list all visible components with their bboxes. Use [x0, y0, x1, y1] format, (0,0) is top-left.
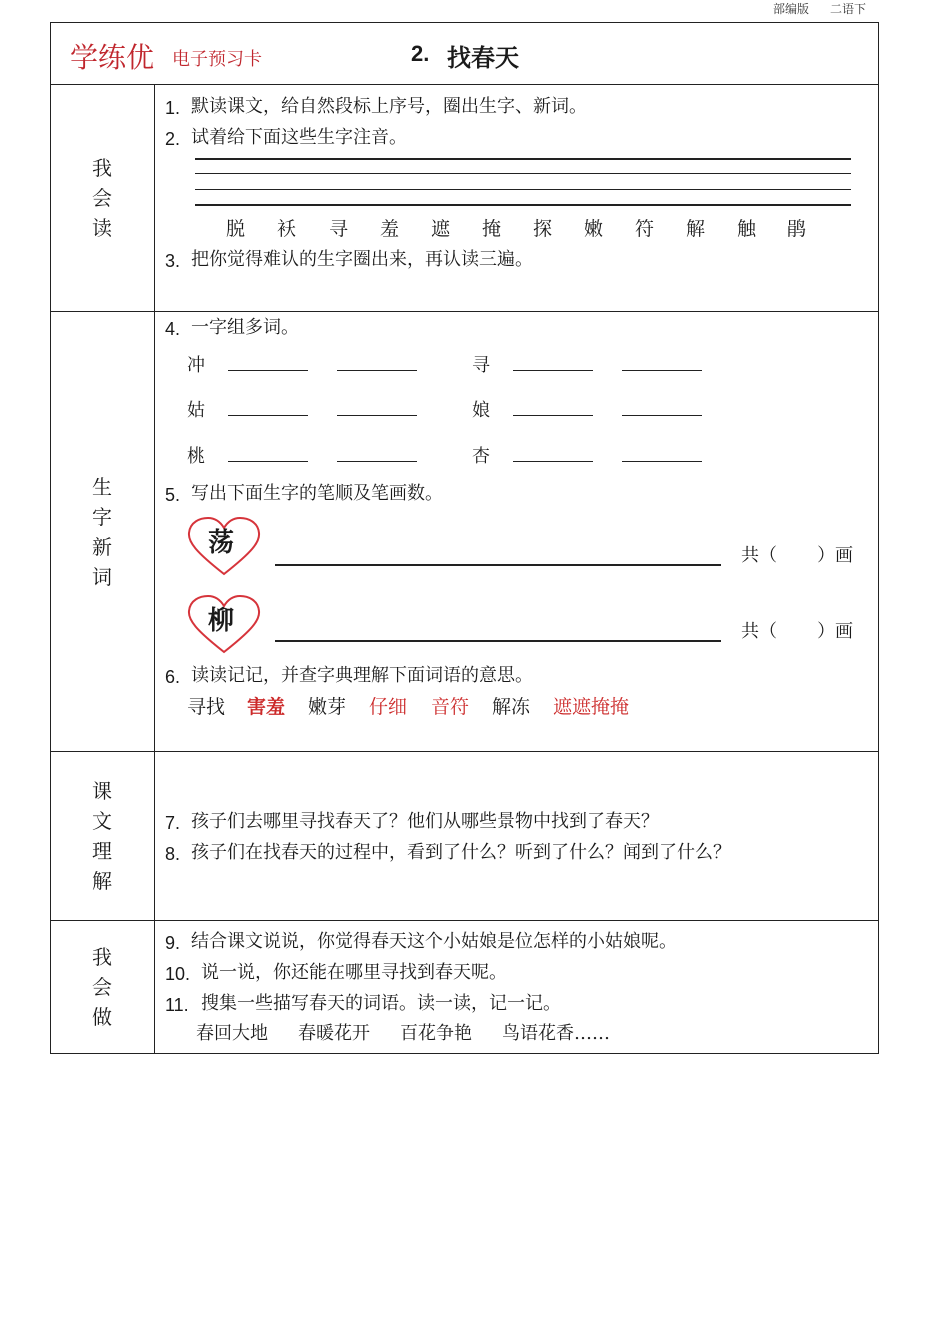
- lesson-number: 2.: [411, 41, 430, 66]
- pinyin-char: 解: [686, 218, 706, 240]
- q8-text: 孩子们在找春天的过程中，看到了什么？听到了什么？闻到了什么？: [191, 842, 731, 863]
- q3-number: 3.: [165, 251, 181, 271]
- card-type: 电子预习卡: [172, 49, 262, 70]
- q11-text: 搜集一些描写春天的词语。读一读，记一记。: [201, 993, 561, 1014]
- answer-blank[interactable]: [513, 399, 593, 416]
- pinyin-char: 袄: [277, 218, 297, 240]
- q4-number: 4.: [165, 319, 181, 339]
- word-group-row: 冲: [187, 354, 417, 377]
- answer-blank[interactable]: [228, 445, 308, 462]
- answer-blank[interactable]: [622, 445, 702, 462]
- pinyin-char: 脱: [226, 218, 246, 240]
- pinyin-char: 触: [737, 218, 757, 240]
- answer-blank[interactable]: [622, 354, 702, 371]
- pinyin-char: 掩: [482, 218, 502, 240]
- q3-text: 把你觉得难认的生字圈出来，再认读三遍。: [191, 249, 533, 270]
- word-group-row: 寻: [472, 354, 702, 377]
- vocab-word: 解冻: [492, 696, 531, 718]
- q4-text: 一字组多词。: [191, 317, 299, 338]
- q7-text: 孩子们去哪里寻找春天了？他们从哪些景物中找到了春天？: [191, 811, 659, 832]
- pinyin-char: 遮: [431, 218, 451, 240]
- phrase: 春暖花开: [298, 1023, 370, 1044]
- section-label-words: 生 字 新 词: [92, 475, 112, 589]
- answer-blank[interactable]: [513, 445, 593, 462]
- q5-text: 写出下面生字的笔顺及笔画数。: [191, 483, 443, 504]
- pinyin-char: 鹃: [787, 218, 807, 240]
- grade-label: 二语下: [830, 2, 867, 16]
- q9-number: 9.: [165, 933, 181, 953]
- phrase: 鸟语花香……: [502, 1023, 610, 1044]
- word-group-row: 杏: [472, 445, 702, 468]
- q10-number: 10.: [165, 964, 191, 984]
- q2-text: 试着给下面这些生字注音。: [191, 127, 407, 148]
- answer-blank[interactable]: [622, 399, 702, 416]
- section-label-read: 我 会 读: [92, 156, 112, 240]
- q11-number: 11.: [165, 995, 189, 1015]
- q9-text: 结合课文说说，你觉得春天这个小姑娘是位怎样的小姑娘呢。: [191, 931, 677, 952]
- q5-number: 5.: [165, 485, 181, 505]
- vocab-word: 遮遮掩掩: [553, 696, 630, 718]
- edition-label: 部编版: [773, 2, 810, 16]
- q2-number: 2.: [165, 129, 181, 149]
- stroke-char-liu: 柳: [208, 606, 235, 636]
- stroke-count: 共（ ）画: [741, 621, 854, 642]
- q7-number: 7.: [165, 813, 181, 833]
- stroke-answer-line[interactable]: [275, 564, 721, 566]
- vocab-word: 仔细: [369, 696, 408, 718]
- stroke-answer-line[interactable]: [275, 640, 721, 642]
- answer-blank[interactable]: [228, 399, 308, 416]
- pinyin-char: 符: [635, 218, 655, 240]
- pinyin-char: 探: [533, 218, 553, 240]
- q1-number: 1.: [165, 98, 181, 118]
- word-group-row: 桃: [187, 445, 417, 468]
- answer-blank[interactable]: [337, 354, 417, 371]
- answer-blank[interactable]: [337, 445, 417, 462]
- pinyin-char: 嫩: [584, 218, 604, 240]
- vocab-word: 寻找: [187, 696, 226, 718]
- vocab-word: 音符: [431, 696, 470, 718]
- answer-blank[interactable]: [513, 354, 593, 371]
- word-group-row: 娘: [472, 399, 702, 422]
- stroke-char-dang: 荡: [208, 528, 235, 558]
- vocab-word: 嫩芽: [308, 696, 347, 718]
- pinyin-char: 羞: [380, 218, 400, 240]
- q6-text: 读读记记，并查字典理解下面词语的意思。: [191, 665, 533, 686]
- q10-text: 说一说，你还能在哪里寻找到春天呢。: [201, 962, 507, 983]
- phrase: 百花争艳: [400, 1023, 472, 1044]
- q6-number: 6.: [165, 667, 181, 687]
- q8-number: 8.: [165, 844, 181, 864]
- q1-text: 默读课文，给自然段标上序号，圈出生字、新词。: [191, 96, 587, 117]
- word-group-row: 姑: [187, 399, 417, 422]
- lesson-title: 找春天: [447, 43, 519, 72]
- stroke-count: 共（ ）画: [741, 545, 854, 566]
- pinyin-char: 寻: [329, 218, 349, 240]
- vocab-word: 害羞: [247, 696, 286, 718]
- section-label-understand: 课 文 理 解: [92, 779, 112, 893]
- phrase: 春回大地: [196, 1023, 268, 1044]
- answer-blank[interactable]: [337, 399, 417, 416]
- answer-blank[interactable]: [228, 354, 308, 371]
- brand-name: 学练优: [70, 41, 155, 74]
- section-label-do: 我 会 做: [92, 945, 112, 1029]
